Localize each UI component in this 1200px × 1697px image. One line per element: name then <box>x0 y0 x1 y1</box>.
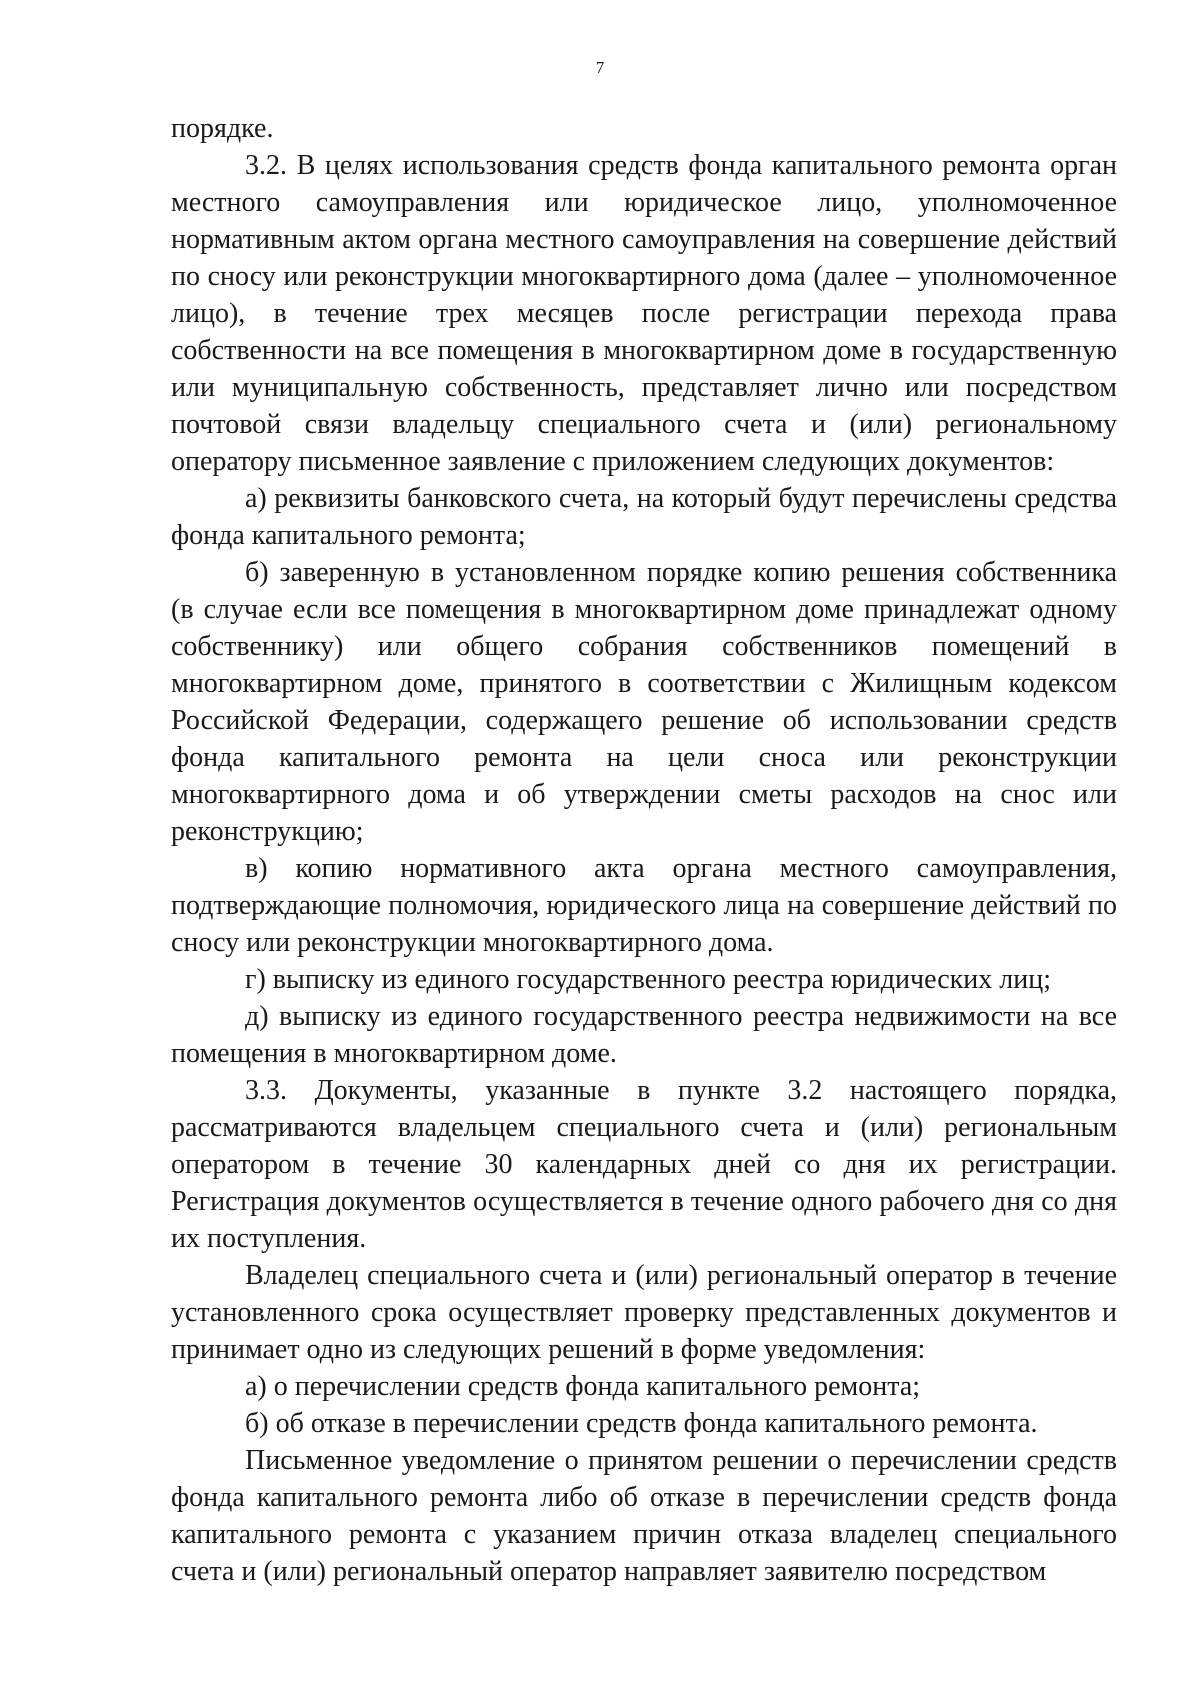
page-number: 7 <box>595 58 605 77</box>
list-item-g-legal-entities-extract: г) выписку из единого государственного реестра юридических лиц; <box>245 964 1051 995</box>
list-item-b-owner-decision: б) заверенную в установленном порядке копию решения собственника (в случае если все помещения в многоквартирном доме принадлежат одному собственнику) или общего собрания собственников помещений в многоквартирном доме, принятого в соответствии с Жилищным кодексом Российской Федерации, содержащего решение об использовании средств фонда капитального ремонта на цели сноса или реконструкции многоквартирного дома и об утверждении сметы расходов на снос или реконструкцию; <box>171 557 1117 847</box>
decision-item-b-refusal: б) об отказе в перечислении средств фонда капитального ремонта. <box>245 1408 1038 1439</box>
paragraph-3-3: 3.3. Документы, указанные в пункте 3.2 настоящего порядка, рассматриваются владельцем специального счета и (или) региональным оператором в течение 30 календарных дней со дня их регистрации. Регистрация документов осуществляется в течение одного рабочего дня со дня их поступления. <box>171 1075 1117 1254</box>
list-item-a-bank-details: а) реквизиты банковского счета, на который будут перечислены средства фонда капитального ремонта; <box>171 483 1117 551</box>
paragraph-owner-decision: Владелец специального счета и (или) региональный оператор в течение установленного срока осуществляет проверку представленных документов и принимает одно из следующих решений в форме уведомления: <box>171 1260 1117 1365</box>
paragraph-3-2: 3.2. В целях использования средств фонда капитального ремонта орган местного самоуправления или юридическое лицо, уполномоченное нормативным актом органа местного самоуправления на совершение действий по сносу или реконструкции многоквартирного дома (далее – уполномоченное лицо), в течение трех месяцев после регистрации перехода права собственности на все помещения в многоквартирном доме в государственную или муниципальную собственность, представляет лично или посредством почтовой связи владельцу специального счета и (или) региональному оператору письменное заявление с приложением следующих документов: <box>171 150 1117 477</box>
document-body <box>171 110 1117 1590</box>
list-item-d-real-estate-extract: д) выписку из единого государственного реестра недвижимости на все помещения в многоквартирном доме. <box>171 1001 1117 1069</box>
paragraph-continuation: порядке. <box>171 113 274 144</box>
list-item-v-normative-act: в) копию нормативного акта органа местного самоуправления, подтверждающие полномочия, юридического лица на совершение действий по сносу или реконструкции многоквартирного дома. <box>171 853 1117 958</box>
paragraph-written-notice: Письменное уведомление о принятом решении о перечислении средств фонда капитального ремонта либо об отказе в перечислении средств фонда капитального ремонта с указанием причин отказа владелец специального счета и (или) региональный оператор направляет заявителю посредством <box>171 1445 1117 1587</box>
decision-item-a-transfer: а) о перечислении средств фонда капитального ремонта; <box>245 1371 921 1402</box>
